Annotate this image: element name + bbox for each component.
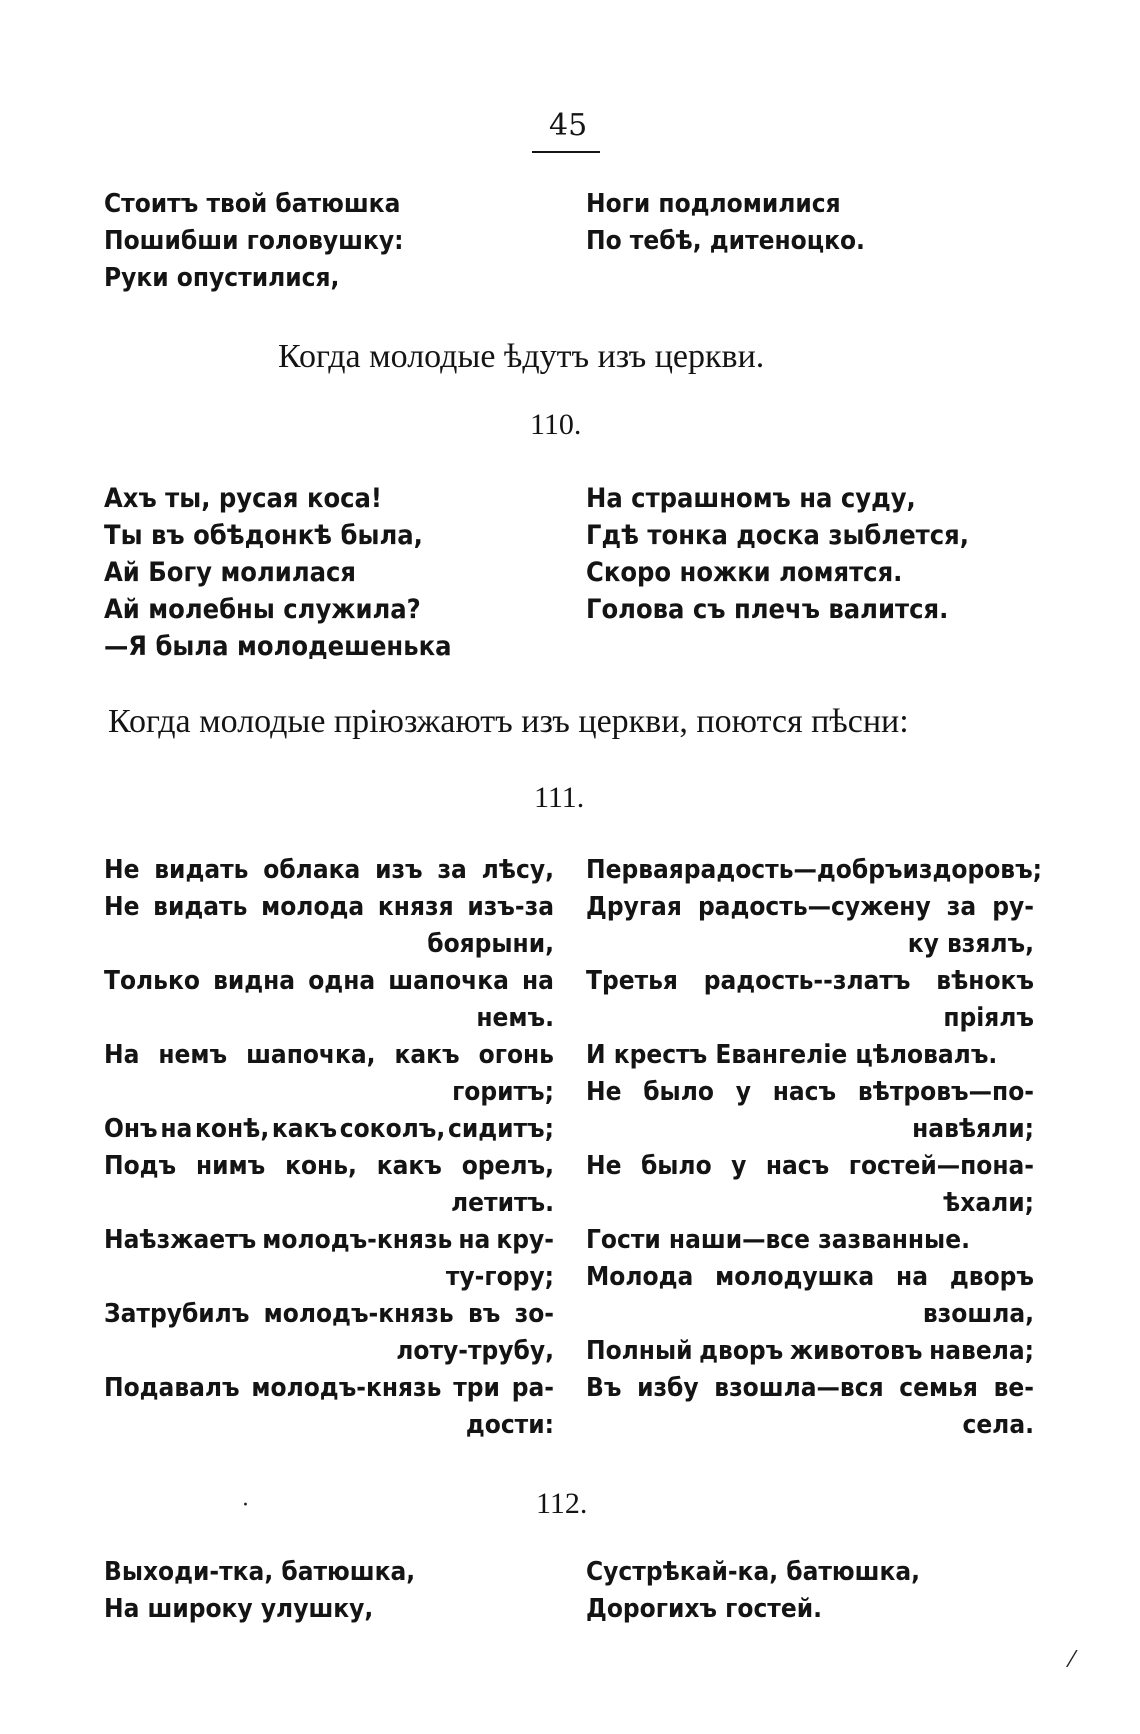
verse-line-continuation: немъ. — [476, 1003, 554, 1033]
verse-line — [104, 1148, 554, 1185]
verse-word: Подъ — [104, 1151, 177, 1181]
verse-word: Первая — [586, 855, 684, 885]
verse-line: Ай Богу молилася — [104, 557, 356, 588]
verse-line — [104, 1222, 554, 1259]
section-heading: Когда молодые ѣдутъ изъ церкви. — [278, 338, 765, 375]
verse-word: радость—добръ — [683, 855, 903, 885]
verse-word: орелъ, — [461, 1151, 554, 1181]
verse-word: кру- — [496, 1225, 554, 1255]
verse-line: Стоитъ твой батюшка — [104, 189, 401, 219]
verse-word: молодъ-князь — [262, 1225, 453, 1255]
verse-line — [104, 963, 554, 1000]
verse-word: Не — [586, 1151, 622, 1181]
verse-word: дворъ — [699, 1336, 784, 1366]
right-column — [586, 480, 969, 628]
verse-word: молодушка — [715, 1262, 875, 1292]
verse-line — [104, 1296, 554, 1333]
verse-line-continuation: пріялъ — [943, 1003, 1034, 1033]
verse-word: въ — [467, 1299, 501, 1329]
verse-word: Наѣзжаетъ — [104, 1225, 257, 1255]
verse-word: Не — [586, 1077, 622, 1107]
verse-word: какъ — [376, 1151, 442, 1181]
verse-line — [586, 1074, 1034, 1111]
verse-line: На страшномъ на суду, — [586, 483, 916, 514]
verse-line: Выходи-тка, батюшка, — [104, 1557, 416, 1587]
verse-line: Сустрѣкай-ка, батюшка, — [586, 1557, 921, 1587]
verse-word: молодъ-князь — [263, 1299, 454, 1329]
verse-line: —Я была молодешенька — [104, 631, 452, 662]
verse-line — [586, 889, 1034, 926]
verse-word: лѣсу, — [481, 855, 554, 885]
verse-word: огонь — [478, 1040, 554, 1070]
verse-word: три — [453, 1373, 500, 1403]
verse-word: видать — [154, 855, 249, 885]
verse-line: Гдѣ тонка доска зыблется, — [586, 520, 969, 551]
verse-line — [586, 852, 1043, 889]
verse-line-continuation: ту-гору; — [445, 1262, 554, 1292]
verse-word: семья — [899, 1373, 978, 1403]
verse-line: Голова съ плечъ валится. — [586, 594, 949, 625]
right-column — [586, 1554, 920, 1628]
verse-line-continuation: взошла, — [922, 1299, 1034, 1329]
verse-word: какъ — [394, 1040, 460, 1070]
verse-word: Не — [104, 892, 140, 922]
verse-word: у — [735, 1077, 751, 1107]
verse-line — [104, 1037, 554, 1074]
verse-line — [104, 889, 554, 926]
verse-word: одна — [308, 966, 376, 996]
verse-word: взошла—вся — [714, 1373, 884, 1403]
verse-word: дворъ — [949, 1262, 1034, 1292]
verse-word: нимъ — [195, 1151, 266, 1181]
left-column — [104, 1554, 415, 1628]
verse-word: ру- — [992, 892, 1034, 922]
verse-word: какъ — [271, 1114, 338, 1144]
verse-word: на — [896, 1262, 928, 1292]
verse-line: Ай молебны служила? — [104, 594, 421, 625]
page-number-rule — [532, 151, 600, 153]
verse-line: Гости наши—все зазванные. — [586, 1225, 970, 1255]
verse-word: Третья — [586, 966, 678, 996]
verse-word: у — [731, 1151, 747, 1181]
song-number: 110. — [530, 408, 582, 441]
verse-line: На широку улушку, — [104, 1594, 374, 1624]
verse-word: здоровъ; — [918, 855, 1043, 885]
verse-word: зо- — [514, 1299, 554, 1329]
verse-word: насъ — [772, 1077, 837, 1107]
verse-line: Ахъ ты, русая коса! — [104, 483, 382, 514]
verse-word: шапочка — [388, 966, 509, 996]
verse-line: По тебѣ, дитеноцко. — [586, 226, 865, 256]
verse-word: ве- — [993, 1373, 1034, 1403]
verse-word: животовъ — [789, 1336, 923, 1366]
verse-line-continuation: летитъ. — [451, 1188, 554, 1218]
verse-line: Руки опустилися, — [104, 263, 340, 293]
verse-word: за — [946, 892, 977, 922]
verse-line-continuation: ѣхали; — [943, 1188, 1034, 1218]
verse-line: Пошибши головушку: — [104, 226, 404, 256]
verse-word: конь, — [285, 1151, 357, 1181]
verse-line — [586, 1148, 1034, 1185]
verse-word: немъ — [158, 1040, 228, 1070]
verse-line — [104, 1370, 554, 1407]
verse-word: навела; — [929, 1336, 1034, 1366]
page-number: 45 — [549, 108, 588, 143]
left-column — [104, 852, 554, 1444]
verse-line — [586, 1333, 1034, 1370]
section-heading: Когда молодые пріюзжаютъ изъ церкви, поются пѣсни: — [108, 703, 909, 740]
verse-line: Дорогихъ гостей. — [586, 1594, 823, 1624]
verse-word: на — [522, 966, 554, 996]
verse-word: гостей—пона- — [848, 1151, 1034, 1181]
verse-line — [104, 852, 554, 889]
verse-line: Ты въ обѣдонкѣ была, — [104, 520, 423, 551]
verse-line-continuation: села. — [962, 1410, 1034, 1440]
verse-word: изъ-за — [467, 892, 554, 922]
verse-word: Только — [104, 966, 200, 996]
verse-word: конѣ, — [194, 1114, 270, 1144]
right-column — [586, 852, 1043, 1444]
verse-word: ра- — [511, 1373, 554, 1403]
verse-word: за — [437, 855, 467, 885]
verse-word: радость--златъ — [703, 966, 911, 996]
verse-line-continuation: лоту-трубу, — [396, 1336, 554, 1366]
verse-word: Не — [104, 855, 140, 885]
ink-speck: · — [242, 1493, 249, 1518]
verse-word: облака — [263, 855, 361, 885]
verse-line-continuation: навѣяли; — [912, 1114, 1034, 1144]
verse-line: Скоро ножки ломятся. — [586, 557, 903, 588]
left-column — [104, 186, 403, 297]
verse-line: Ноги подломилися — [586, 189, 841, 219]
verse-line — [104, 1111, 554, 1148]
song-number: 111. — [534, 781, 585, 814]
verse-line-continuation: горитъ; — [452, 1077, 554, 1107]
verse-word: Полный — [586, 1336, 693, 1366]
verse-word: Молода — [586, 1262, 694, 1292]
verse-word: князя — [377, 892, 454, 922]
verse-word: радость—сужену — [697, 892, 931, 922]
right-column — [586, 186, 865, 260]
verse-word: молодъ-князь — [251, 1373, 442, 1403]
verse-word: Онъ — [104, 1114, 158, 1144]
verse-word: изъ — [375, 855, 423, 885]
verse-word: видна — [213, 966, 296, 996]
verse-word: шапочка, — [246, 1040, 376, 1070]
verse-word: На — [104, 1040, 140, 1070]
verse-line — [586, 1259, 1034, 1296]
verse-word: Подавалъ — [104, 1373, 240, 1403]
verse-word: было — [640, 1151, 712, 1181]
verse-word: вѣнокъ — [936, 966, 1034, 996]
verse-word: и — [902, 855, 919, 885]
verse-word: Затрубилъ — [104, 1299, 250, 1329]
verse-word: было — [643, 1077, 714, 1107]
verse-line — [586, 1370, 1034, 1407]
verse-line-continuation: дости: — [465, 1410, 554, 1440]
verse-word: соколъ, — [339, 1114, 446, 1144]
verse-word: вѣтровъ—по- — [857, 1077, 1034, 1107]
verse-word: избу — [637, 1373, 699, 1403]
song-number: 112. — [536, 1487, 588, 1520]
verse-word: Въ — [586, 1373, 622, 1403]
verse-line: И крестъ Евангеліе цѣловалъ. — [586, 1040, 998, 1070]
verse-word: на — [458, 1225, 491, 1255]
verse-word: видать — [153, 892, 248, 922]
verse-word: молода — [261, 892, 365, 922]
verse-word: насъ — [765, 1151, 830, 1181]
verse-word: сидитъ; — [447, 1114, 554, 1144]
verse-word: на — [160, 1114, 193, 1144]
verse-word: Другая — [586, 892, 682, 922]
ink-speck: ⁄ — [1070, 1648, 1074, 1673]
verse-line-continuation: ку взялъ, — [907, 929, 1034, 959]
left-column — [104, 480, 451, 665]
verse-line-continuation: боярыни, — [427, 929, 554, 959]
verse-line — [586, 963, 1034, 1000]
